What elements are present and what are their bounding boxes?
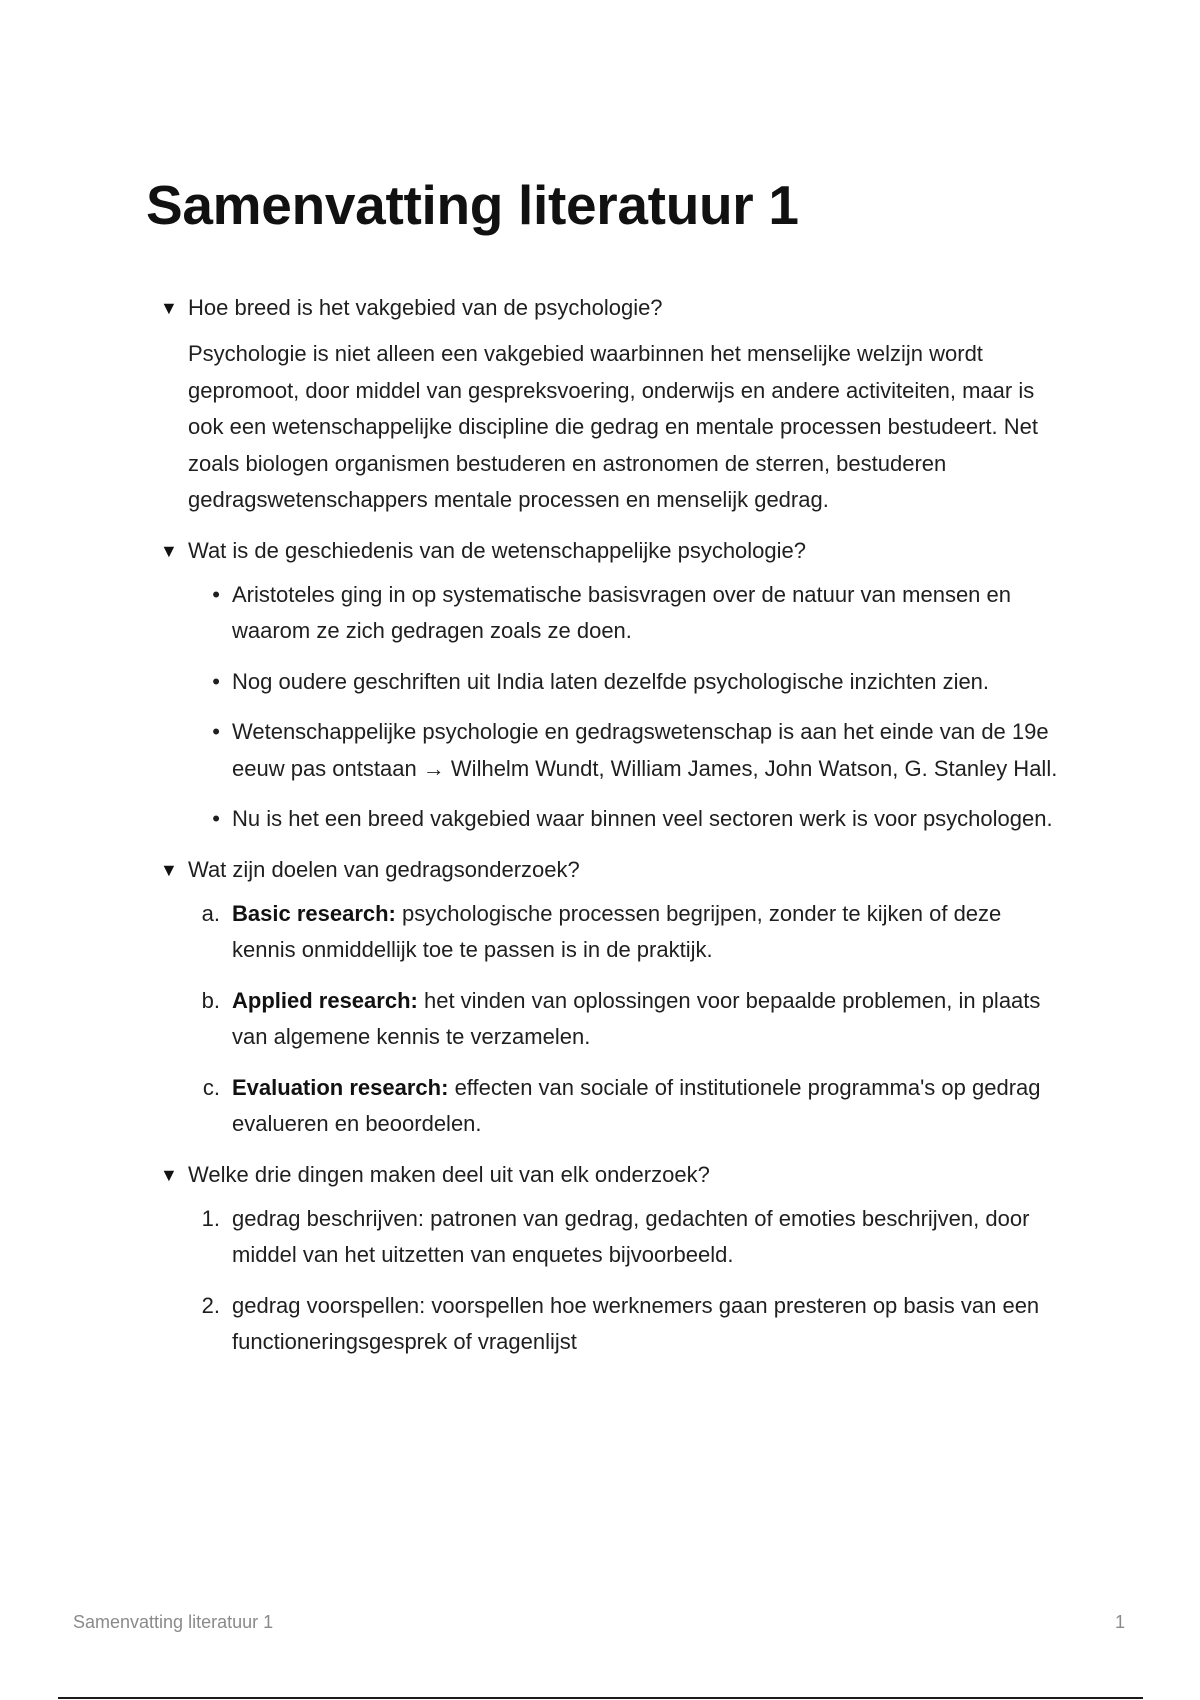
list-item-text (232, 896, 1060, 969)
paragraph: Psychologie is niet alleen een vakgebied waarbinnen het menselijke welzijn wordt gepromoot, door middel van gespreksvoering, onderwijs en andere activiteiten, maar is ook een wetenschappelijke discipline die gedrag en mentale processen bestudeert. Net zoals biologen organismen bestuderen en astronomen de sterren, bestuderen gedragswetenschappers mentale processen en menselijk gedrag. (188, 341, 1038, 512)
triangle-down-icon[interactable]: ▼ (160, 298, 178, 318)
toggle-question: Wat is de geschiedenis van de wetenschappelijke psychologie? (188, 537, 807, 563)
list-marker: a. (201, 900, 220, 926)
list-item-text (232, 983, 1060, 1056)
toggle-section-scope (160, 290, 1060, 519)
lettered-list (188, 896, 1060, 1143)
list-item-text: Nog oudere geschriften uit India laten dezelfde psychologische inzichten zien. (232, 668, 990, 694)
list-item (188, 714, 1060, 787)
list-marker: 2. (201, 1292, 220, 1318)
toggle-body (160, 336, 1060, 519)
bullet-dot-icon: • (212, 668, 220, 694)
list-item-text: gedrag beschrijven: patronen van gedrag, gedachten of emoties beschrijven, door middel van het uitzetten van enquetes bijvoorbeeld. (232, 1205, 1030, 1267)
triangle-down-icon[interactable]: ▼ (160, 1164, 178, 1185)
footer-divider (58, 1697, 1143, 1699)
toggle-header[interactable] (160, 290, 1060, 326)
list-marker: c. (202, 1074, 220, 1100)
list-item-text (232, 1070, 1060, 1143)
bullet-dot-icon: • (212, 719, 220, 744)
list-marker: 1. (201, 1205, 220, 1231)
toggle-section-research-components (160, 1157, 1060, 1361)
list-item (188, 664, 1060, 701)
list-item (188, 983, 1060, 1056)
list-item-text: Wetenschappelijke psychologie en gedragswetenschap is aan het einde van de 19e eeuw pas ontstaan → Wilhelm Wundt, William James, John Watson, G. Stanley Hall. (232, 719, 1058, 781)
list-item (188, 1288, 1060, 1361)
toggle-header[interactable] (160, 1157, 1060, 1193)
list-item (188, 1201, 1060, 1274)
footer-title: Samenvatting literatuur 1 (73, 1612, 274, 1632)
definition: effecten van sociale of institutionele programma's op gedrag evalueren en beoordelen. (232, 1074, 1041, 1136)
definition: het vinden van oplossingen voor bepaalde problemen, in plaats van algemene kennis te verzamelen. (232, 987, 1041, 1049)
toggle-body (160, 577, 1060, 838)
definition: psychologische processen begrijpen, zonder te kijken of deze kennis onmiddellijk toe te passen is in de praktijk. (232, 900, 1002, 962)
triangle-down-icon[interactable]: ▼ (160, 540, 178, 561)
list-item (188, 896, 1060, 969)
triangle-down-icon[interactable]: ▼ (160, 859, 178, 880)
toggle-section-history (160, 533, 1060, 838)
page-title: Samenvatting literatuur 1 (146, 174, 799, 236)
toggle-question: Wat zijn doelen van gedragsonderzoek? (188, 856, 580, 882)
list-marker: b. (201, 987, 220, 1013)
bullet-dot-icon: • (212, 806, 220, 831)
list-item (188, 801, 1060, 838)
list-item (188, 577, 1060, 650)
list-item-text: Nu is het een breed vakgebied waar binnen veel sectoren werk is voor psychologen. (232, 806, 1053, 831)
list-item-text: gedrag voorspellen: voorspellen hoe werknemers gaan presteren op basis van een functioneringsgesprek of vragenlijst (232, 1292, 1040, 1354)
toggle-body (160, 1201, 1060, 1361)
page-number: 1 (1114, 1612, 1125, 1632)
term: Basic research: (232, 900, 396, 926)
list-item-text: Aristoteles ging in op systematische basisvragen over de natuur van mensen en waarom ze zich gedragen zoals ze doen. (232, 581, 1011, 643)
document-body (160, 290, 1060, 1375)
term: Evaluation research: (232, 1074, 449, 1100)
term: Applied research: (232, 987, 418, 1013)
numbered-list (188, 1201, 1060, 1361)
toggle-header[interactable] (160, 852, 1060, 888)
list-item (188, 1070, 1060, 1143)
toggle-question: Welke drie dingen maken deel uit van elk onderzoek? (188, 1161, 710, 1187)
bullet-dot-icon: • (212, 581, 220, 607)
bullet-list (188, 577, 1060, 838)
toggle-body (160, 896, 1060, 1143)
toggle-section-research-goals (160, 852, 1060, 1143)
toggle-question: Hoe breed is het vakgebied van de psychologie? (188, 295, 663, 320)
toggle-header[interactable] (160, 533, 1060, 569)
